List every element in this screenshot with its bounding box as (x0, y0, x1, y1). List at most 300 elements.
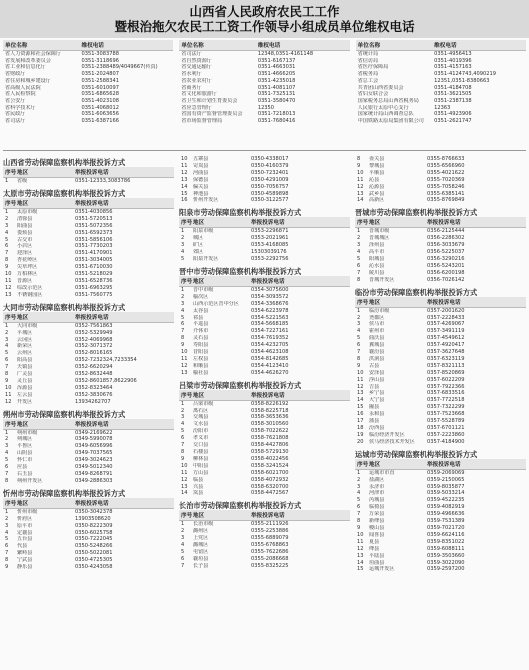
table-row (179, 321, 350, 328)
row-phone: 0357-4920417 (427, 342, 465, 349)
member-unit-row (356, 71, 526, 78)
member-unit-row (179, 91, 349, 98)
row-number: 10 (357, 369, 364, 376)
table-row (355, 497, 526, 504)
row-phone: 15303039176 (251, 249, 287, 256)
col-area-header: 地区 (17, 314, 29, 321)
row-number: 7 (357, 349, 361, 356)
unit-name: 省财政厅 (5, 71, 26, 78)
table-row (355, 370, 526, 377)
table-row (355, 242, 526, 249)
row-area: 灵丘县 (17, 377, 33, 384)
row-phone: 0351-12333,3083786 (75, 178, 131, 184)
row-number: 7 (181, 442, 185, 449)
row-area: 晋城开发区 (369, 276, 395, 283)
row-phone: 0349-7037565 (75, 450, 113, 457)
table-row (3, 392, 174, 399)
table-row (3, 385, 174, 392)
row-number: 3 (181, 414, 185, 421)
row-area: 沁县 (369, 176, 380, 183)
unit-name: 省应急管理厅 (181, 104, 212, 111)
unit-phone: 0351-4124743,4090219 (434, 71, 496, 78)
unit-phone: 12350 (257, 104, 275, 111)
row-area: 右玉县 (17, 471, 33, 477)
row-number: 8 (5, 477, 9, 484)
table-row (355, 525, 526, 532)
table-row (355, 156, 526, 163)
row-phone: 0350-6025758 (75, 529, 113, 536)
table-row (3, 443, 174, 450)
col-no-header: 序号 (357, 299, 369, 306)
hotline-header: 维权电话 (434, 43, 457, 49)
table-row (179, 408, 350, 415)
page-title-line2: 暨根治拖欠农民工工资工作领导小组成员单位维权电话 (114, 19, 415, 34)
row-phone: 0357-8321113 (427, 362, 465, 369)
page-title-line1: 山西省人民政府农民工工作 (189, 4, 340, 19)
section-header (179, 276, 350, 287)
row-area: 晋城市级 (369, 228, 390, 235)
row-phone: 0349-6056996 (75, 443, 113, 450)
row-number: 2 (5, 436, 9, 443)
row-phone: 0358-6320700 (251, 483, 289, 490)
row-phone: 0358-7621808 (251, 435, 289, 442)
row-area: 乡宁县 (369, 390, 385, 397)
row-phone: 0354-7619352 (251, 335, 289, 342)
table-row (179, 401, 350, 408)
table-row (179, 463, 350, 470)
table-row (355, 566, 526, 573)
row-phone: 0355-7020369 (427, 176, 465, 183)
table-row (355, 315, 526, 322)
section-title: 太原市劳动保障监察机构举报投诉方式 (3, 188, 126, 198)
row-area: 万荣县 (369, 511, 385, 518)
table-row (179, 191, 350, 198)
row-area: 孝义市 (193, 435, 209, 442)
table-row (3, 557, 174, 564)
unit-name: 省国有资产监督管理委员会 (181, 111, 243, 118)
row-area: 城区 (193, 235, 204, 242)
col-no-header: 序号 (357, 220, 369, 227)
row-area: 省级 (17, 178, 28, 184)
unit-phone: 0351-7680416 (257, 118, 296, 125)
unit-name: 省信访局 (357, 57, 379, 64)
unit-name: 国家税务总局山西省税务局 (357, 97, 419, 104)
hotline-section (355, 450, 526, 574)
row-area: 忻府区 (17, 515, 33, 522)
row-number: 16 (357, 411, 364, 418)
row-phone: 0356-5243201 (427, 262, 465, 269)
table-row (355, 418, 526, 425)
table-row (355, 163, 526, 170)
hotline-section (3, 489, 174, 571)
row-phone: 0355-7058246 (427, 183, 465, 190)
row-phone: 0355-6768863 (251, 542, 289, 549)
table-row (3, 378, 174, 385)
row-phone: 0357-8520869 (427, 369, 465, 376)
row-number: 14 (357, 197, 364, 204)
row-phone: 0359-4966636 (427, 511, 465, 518)
row-phone: 0354-5221563 (251, 314, 289, 321)
row-area: 临汾经济开发区 (369, 431, 405, 438)
row-phone: 0352-3071372 (75, 343, 113, 350)
table-row (3, 550, 174, 557)
row-number: 4 (181, 249, 185, 256)
row-number: 3 (5, 222, 9, 229)
section-header (179, 217, 350, 228)
row-phone: 0357-5528789 (427, 418, 465, 425)
member-unit-row (179, 118, 349, 125)
row-number: 7 (181, 328, 185, 335)
table-row (179, 163, 350, 170)
table-row (179, 528, 350, 535)
table-row (3, 430, 174, 437)
row-area: 宁武县 (17, 557, 33, 564)
table-row (3, 178, 174, 185)
row-phone: 0356-6200198 (427, 269, 465, 276)
row-phone: 0351-6963295 (75, 284, 113, 291)
row-number: 9 (357, 362, 361, 369)
row-area: 平城区 (17, 329, 33, 336)
row-area: 石楼县 (193, 449, 209, 455)
row-number: 9 (5, 264, 9, 271)
row-area: 新绛县 (369, 518, 385, 525)
row-area: 晋中市级 (193, 286, 214, 293)
unit-phone: 0351-4956413 (434, 51, 472, 57)
row-phone: 0359-5033214 (427, 490, 465, 497)
row-phone: 0358-3010560 (251, 421, 289, 428)
unit-phone: 0351-4235018 (257, 77, 296, 84)
table-row (355, 249, 526, 256)
row-phone: 0356-3290216 (427, 255, 465, 262)
row-phone: 0357-6022209 (427, 376, 465, 383)
unit-name: 省住房和城乡建设厅 (5, 77, 51, 84)
row-number: 9 (181, 455, 185, 462)
unit-phone: 0351-4081107 (257, 84, 296, 91)
row-number: 3 (5, 522, 9, 529)
table-row (3, 516, 174, 523)
section-title: 忻州市劳动保障监察机构举报投诉方式 (3, 488, 126, 498)
row-area: 临汾市级 (369, 307, 390, 314)
row-number: 3 (181, 242, 185, 249)
section-header (355, 217, 526, 228)
col-no-header: 序号 (357, 461, 369, 468)
unit-name: 省妇女联合会 (357, 91, 389, 98)
unit-phone: 0351-6387166 (81, 118, 119, 125)
row-phone: 0351-6528736 (75, 277, 113, 284)
row-number: 7 (357, 511, 361, 518)
row-number: 5 (181, 255, 185, 262)
table-row (355, 184, 526, 191)
row-number: 9 (5, 564, 9, 571)
row-number: 4 (357, 328, 361, 335)
row-area: 沁源县 (369, 183, 385, 190)
row-number: 2 (357, 235, 361, 242)
row-phone: 0358-4022456 (251, 455, 289, 462)
col-area-header: 地区 (17, 170, 29, 176)
row-area: 上党区 (193, 535, 209, 542)
row-area: 晋源区 (17, 277, 33, 284)
row-phone: 0352-8601857,8622906 (75, 377, 137, 384)
row-number: 8 (357, 276, 361, 283)
row-area: 榆社县 (193, 369, 209, 376)
row-phone: 0357-3627648 (427, 349, 465, 356)
table-row (179, 414, 350, 421)
row-area: 山西示范区晋中分区 (193, 300, 239, 307)
member-unit-row (3, 64, 173, 71)
table-row (179, 490, 350, 497)
unit-phone: 0351-3621505 (434, 91, 472, 98)
unit-name: 国家统计局山西调查总队 (357, 111, 414, 118)
row-number: 12 (181, 362, 188, 369)
table-row (3, 357, 174, 364)
unit-phone: 0351-6063656 (81, 111, 119, 118)
row-number: 10 (5, 271, 12, 278)
table-row (179, 563, 350, 570)
col-area-header: 地区 (193, 513, 205, 520)
table-row (355, 490, 526, 497)
col-area-header: 地区 (193, 278, 205, 285)
row-phone: 0357-6701121 (427, 425, 465, 431)
row-area: 云州区 (17, 350, 33, 357)
row-phone: 0359-3022090 (427, 559, 465, 566)
row-area: 永济市 (369, 483, 385, 490)
row-phone: 0354-6223978 (251, 307, 289, 314)
row-phone: 0354-4232705 (251, 342, 289, 349)
row-phone: 0350-7222045 (75, 536, 113, 543)
row-number: 1 (357, 307, 361, 314)
row-number: 11 (5, 277, 12, 284)
row-number: 12 (5, 284, 12, 291)
row-phone: 0352-3830676 (75, 391, 113, 398)
row-phone: 0354-3368676 (251, 300, 289, 307)
row-number: 13 (357, 390, 364, 397)
unit-name: 省市场监督管理局 (181, 118, 223, 125)
row-number: 1 (181, 400, 185, 407)
row-area: 霍州市 (369, 328, 385, 335)
row-phone: 0359-7531389 (427, 518, 465, 525)
row-area: 定襄县 (17, 529, 33, 536)
table-row (179, 556, 350, 563)
unit-name: 省司法厅 (181, 51, 202, 57)
row-phone: 0358-3241524 (251, 462, 289, 469)
table-row (179, 363, 350, 370)
row-area: 晋城城区 (369, 235, 390, 242)
row-area: 柳林县 (193, 455, 209, 462)
hotline-section (3, 303, 174, 406)
unit-name: 省农业农村厅 (181, 77, 212, 84)
row-number: 5 (5, 236, 9, 243)
hotline-section (179, 156, 350, 204)
col-area-header: 地区 (193, 392, 205, 399)
row-area: 运城市市直 (369, 469, 395, 476)
row-area: 潞城区 (193, 542, 209, 549)
row-number: 2 (181, 293, 185, 300)
row-area: 侯马市 (369, 321, 385, 328)
member-unit-row (356, 111, 526, 118)
row-number: 10 (5, 384, 12, 391)
table-row (179, 370, 350, 377)
row-number: 5 (181, 314, 185, 321)
table-row (3, 457, 174, 464)
divider (3, 150, 526, 151)
row-area: 矿区 (193, 242, 204, 249)
row-number: 5 (5, 536, 9, 543)
row-phone: 0350-3122577 (251, 197, 289, 204)
unit-phone: 0351-4666205 (257, 71, 296, 78)
row-area: 平遥县 (193, 321, 209, 328)
table-row (355, 470, 526, 477)
row-area: 汾阳市 (193, 428, 209, 435)
row-area: 太谷县 (193, 307, 209, 314)
unit-name-header: 单位名称 (357, 43, 381, 49)
table-row (179, 542, 350, 549)
row-area: 侯马经济技术开发区 (369, 438, 415, 445)
row-area: 尖草坪区 (17, 264, 38, 271)
hotline-section (3, 189, 174, 299)
row-number: 6 (357, 342, 361, 349)
section-header (3, 419, 174, 430)
row-phone: 0351-6592373 (75, 229, 113, 236)
row-area: 泽州县 (369, 242, 385, 249)
row-phone: 0350-4589898 (251, 190, 289, 197)
row-phone: 0357-4184900 (427, 438, 465, 445)
table-row (3, 223, 174, 230)
row-area: 汾西县 (369, 425, 385, 431)
row-phone: 0353-2296871 (251, 228, 289, 235)
row-phone: 0357-7523668 (427, 411, 465, 418)
hotline-column-2 (179, 156, 350, 666)
row-phone: 0352-6620294 (75, 364, 113, 371)
row-phone: 13934262707 (75, 398, 111, 405)
table-row (355, 439, 526, 446)
row-area: 太原市级 (17, 208, 38, 215)
row-area: 山阴县 (17, 450, 33, 457)
unit-phone: 0351-2387138 (434, 97, 472, 104)
table-row (355, 342, 526, 349)
member-units-column-1 (3, 40, 173, 148)
table-row (3, 330, 174, 337)
row-number: 11 (357, 176, 364, 183)
row-number: 12 (357, 183, 364, 190)
unit-name: 人民银行太原中心支行 (357, 104, 409, 111)
row-number: 1 (181, 521, 185, 528)
row-phone: 0356-2125444 (427, 228, 465, 235)
table-row (179, 301, 350, 308)
row-number: 11 (181, 355, 188, 362)
hotline-header: 维权电话 (257, 43, 281, 49)
row-phone: 0357-3491119 (427, 328, 465, 335)
unit-phone: 0351-4157163 (434, 64, 472, 71)
row-number: 4 (5, 229, 9, 236)
col-no-header: 序号 (181, 392, 193, 399)
row-area: 原平市 (17, 522, 33, 529)
row-area: 繁峙县 (17, 550, 33, 557)
row-phone: 0357-7922366 (427, 383, 465, 390)
row-number: 7 (5, 364, 9, 371)
table-row (179, 456, 350, 463)
table-row (355, 539, 526, 546)
row-area: 大同市级 (17, 322, 38, 329)
row-number: 12 (181, 476, 188, 483)
row-area: 文水县 (193, 421, 209, 428)
unit-phone: 12363 (434, 104, 451, 111)
row-number: 10 (181, 462, 188, 469)
row-area: 天镇县 (17, 364, 33, 371)
table-row (179, 428, 350, 435)
table-row (3, 264, 174, 271)
table-row (3, 285, 174, 292)
row-phone: 0351-5072356 (75, 222, 113, 229)
row-area: 吉县 (369, 383, 380, 390)
table-row (355, 270, 526, 277)
row-number: 2 (357, 314, 361, 321)
unit-name: 省自然资源厅 (181, 57, 212, 64)
unit-phone: 0351-4019396 (434, 57, 472, 64)
row-area: 沁水县 (369, 262, 385, 269)
row-phone: 0354-3093572 (251, 293, 289, 300)
row-number: 1 (5, 322, 9, 329)
row-number: 2 (357, 476, 361, 483)
col-area-header: 地区 (369, 299, 381, 306)
row-area: 小店区 (17, 243, 33, 250)
row-phone: 0350-7232401 (251, 169, 289, 176)
row-phone: 0355-8769849 (427, 197, 465, 204)
table-row (3, 243, 174, 250)
unit-phone: 0351-4184708 (434, 84, 472, 91)
row-area: 运城开发区 (369, 566, 395, 573)
row-area: 左权县 (193, 355, 209, 362)
row-phone: 0355-8325225 (251, 562, 289, 569)
col-area-header: 地区 (17, 200, 29, 207)
table-row (179, 256, 350, 263)
row-area: 怀仁市 (17, 457, 33, 464)
col-no-header: 序号 (5, 170, 17, 176)
row-area: 芮城县 (369, 497, 385, 504)
member-unit-row (179, 98, 349, 105)
row-area: 垣曲县 (369, 559, 385, 566)
row-number: 12 (357, 545, 364, 552)
row-phone: 0351-4030856 (75, 208, 113, 215)
unit-name-header: 单位名称 (5, 43, 28, 49)
member-units-table (3, 40, 526, 148)
row-number: 6 (181, 555, 185, 562)
table-row (355, 553, 526, 560)
row-area: 昔阳县 (193, 349, 209, 356)
row-phone: 0350-5248266 (75, 543, 113, 550)
row-phone: 0354-8142685 (251, 355, 289, 362)
row-area: 离石区 (193, 407, 209, 414)
row-area: 隰县 (369, 404, 380, 411)
hotline-section (179, 501, 350, 569)
row-area: 安泽县 (369, 369, 385, 376)
row-number: 3 (5, 443, 9, 450)
table-row (355, 484, 526, 491)
row-area: 临县 (193, 476, 204, 483)
row-number: 5 (5, 457, 9, 464)
section-header (3, 167, 174, 178)
row-area: 郊区 (193, 249, 204, 256)
row-number: 8 (357, 156, 361, 162)
member-unit-row (3, 111, 173, 118)
row-phone: 0349-8268791 (75, 471, 113, 477)
hotline-section (355, 208, 526, 283)
row-number: 1 (357, 469, 361, 476)
col-phone-header: 举报投诉电话 (75, 500, 109, 507)
row-area: 中阳县 (193, 462, 209, 469)
unit-name: 省司法厅 (5, 118, 26, 125)
row-number: 10 (181, 156, 188, 162)
row-number: 6 (5, 464, 9, 471)
